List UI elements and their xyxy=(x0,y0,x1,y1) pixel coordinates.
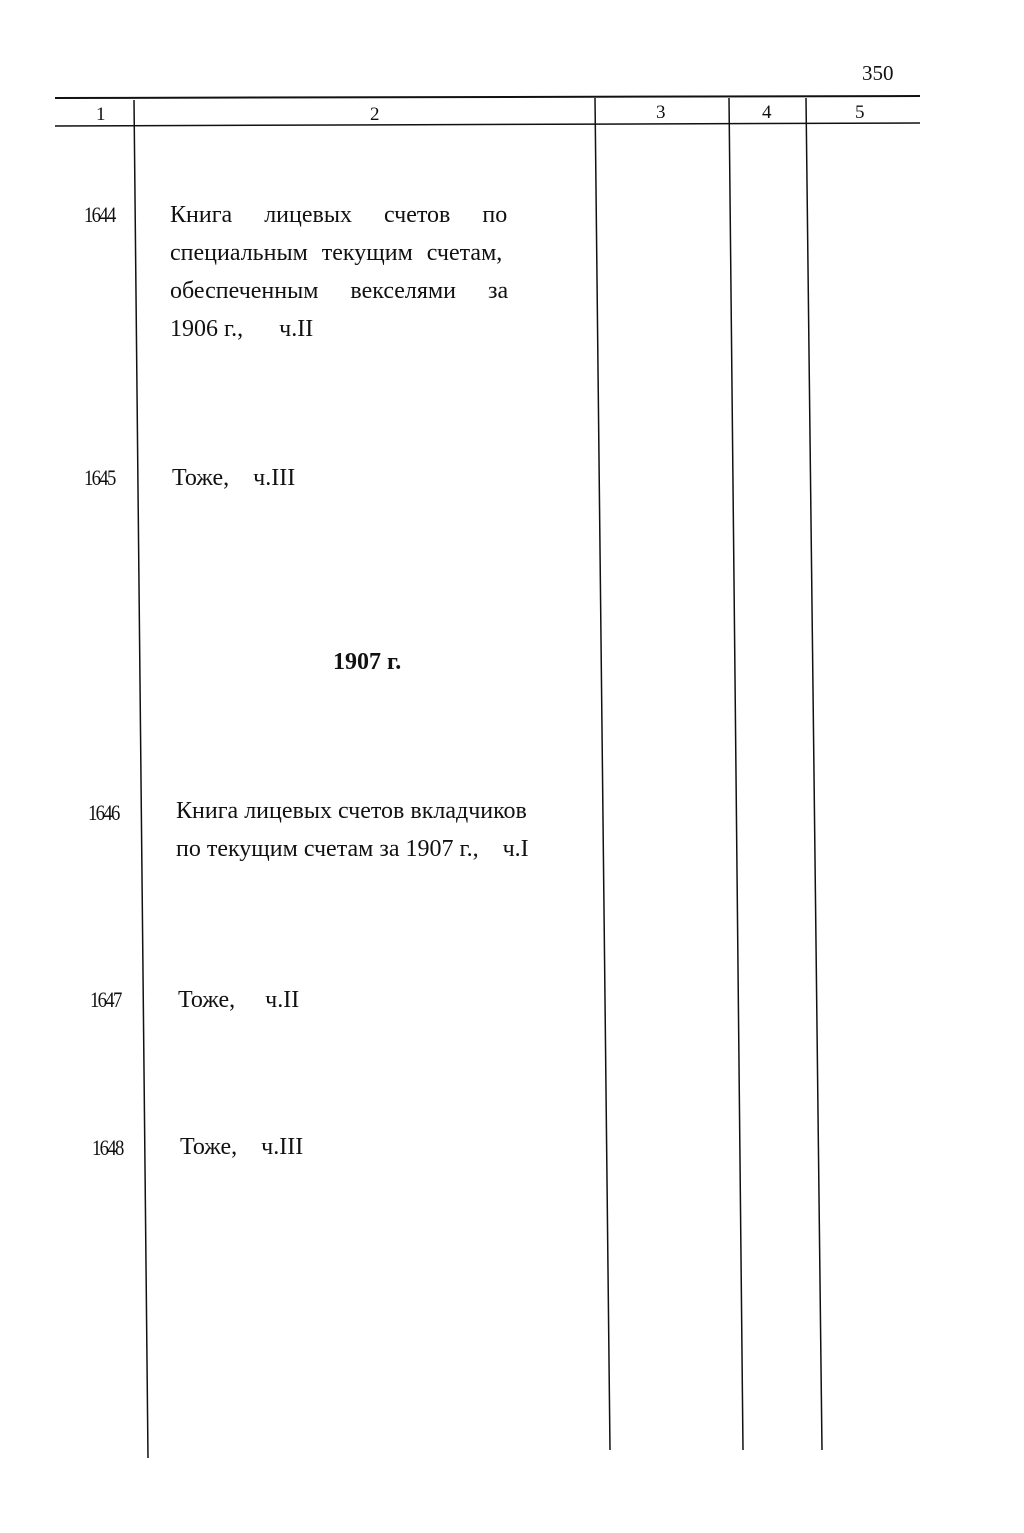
entry-number: 1647 xyxy=(90,987,121,1012)
column-divider xyxy=(134,100,148,1458)
entry-number: 1644 xyxy=(84,202,115,227)
entry-text: Книга лицевых счетов по xyxy=(170,202,508,228)
entry-text-line xyxy=(170,196,565,234)
header-bottom-rule xyxy=(55,123,920,126)
column-header-4: 4 xyxy=(762,102,772,123)
entry-text-line: Тоже, ч.II xyxy=(178,987,300,1013)
entry-text-line: по текущим счетам за 1907 г., ч.I xyxy=(176,836,529,862)
entry-number: 1648 xyxy=(92,1135,123,1160)
entry-text-line: обеспеченным векселями за xyxy=(170,278,509,304)
column-header-5: 5 xyxy=(855,102,865,123)
column-header-1: 1 xyxy=(96,104,106,125)
entry-text-line: Книга лицевых счетов вкладчиков xyxy=(176,798,527,824)
column-divider xyxy=(729,98,743,1450)
entry-text-line: Тоже, ч.III xyxy=(180,1134,304,1160)
entry-text-line: специальным текущим счетам, xyxy=(170,240,503,266)
column-header-3: 3 xyxy=(656,102,666,123)
entry-text-line: Тоже, ч.III xyxy=(172,465,296,491)
entry-number: 1646 xyxy=(88,800,119,825)
entry-number: 1645 xyxy=(84,465,115,490)
page-number: 350 xyxy=(862,61,894,85)
column-divider xyxy=(595,98,610,1450)
column-divider xyxy=(806,98,822,1450)
header-top-rule xyxy=(55,96,920,98)
entry-text-line: 1906 г., ч.II xyxy=(170,316,314,342)
section-heading: 1907 г. xyxy=(333,649,402,675)
column-header-2: 2 xyxy=(370,104,380,125)
